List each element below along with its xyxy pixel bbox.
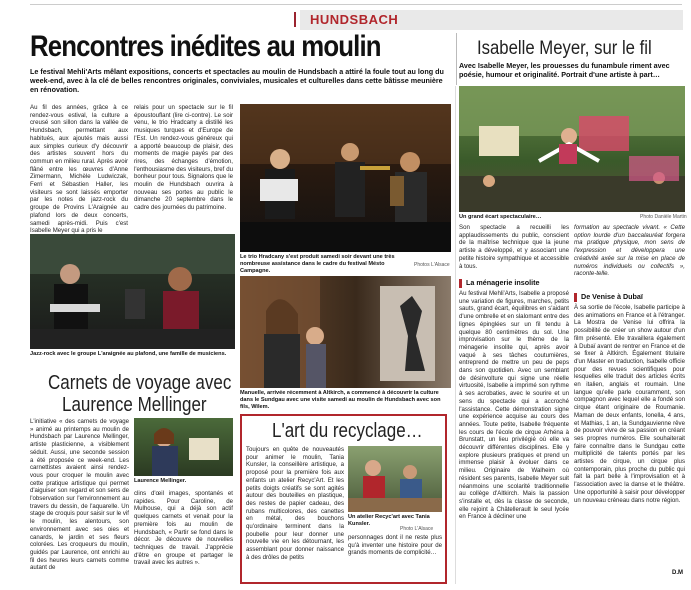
isabelle-col2b: À sa sortie de l'école, Isabelle participe à des animations en France et à l'étranger. La Mostra de Venise lui offrira la possibilité de créer un show autour d'un film présenté. Elle travaillera également à Dubaï avant de rentrer en France et de se fixer à Altkirch. Également titulaire d'un Master en traduction, Isabelle officie pour des revues scientifiques pour lesquelles elle traduit des articles écrits en italien, anglais et roumain. Une langue qu'elle parle couramment, son compagnon avec lequel elle a fondé son cirque étant originaire de Roumanie. Maman de deux enfants, Ionella, 4 ans, et Mathias, 1 an, la Sundgauvienne rêve de pouvoir vivre de sa passion en créant ses propres numéros. Elle souhaiterait faire connaître dans le Sundgau cette multiplicité de talents portés par les artistes de cirque, un cirque plus contemporain, plus proche du public qui fait la part belle à l'improvisation et à l'association avec la danse et le théâtre. Une opportunité à saisir pour développer un nouveau créneau dans notre région. (574, 304, 685, 504)
manuelle-caption: Manuelle, arrivée récemment à Altkirch, a commencé à découvrir la culture dans le Sundgau avec une visite samedi au moulin de Hundsbach avec son fils, Wilem. (240, 390, 441, 410)
laurence-caption: Laurence Mellinger. (134, 478, 187, 484)
headline: Rencontres inédites au moulin (30, 30, 381, 63)
carnets-col1: L'initiative « des carnets de voyage » animé au printemps au moulin de Hundsbach par Laurence Mellinger, artiste plasticienne, a visiblement séduit. Aussi, une seconde session a été proposée ce week-end. Les carnettistes avaient ainsi rendez-vous pour croquer le moulin avec cette pratique artistique qui permet d'aiguiser son regard et son sens de l'observation sur l'environnement au travers du dessin, de l'aquarelle. Un stage de croquis pour saisir sur le vif le moulin, les alentours, son environnement avec ses oies et canards, le jardin et ses fleurs colorées. Les croqueurs du moulin, guidés par Laurence, ont enrichi au fil des heures leurs carnets comme autant de (30, 418, 129, 572)
laurence-photo (134, 418, 233, 476)
recyclage-col1: Toujours en quête de nouveautés pour animer le moulin, Tania Kunsler, la conseillère artistique, a proposé pour la première fois aux enfants un atelier Recyc'Art. Et les petits doigts créatifs se sont agités autour des bouteilles en plastique, des restes de papier cadeau, des rubans multicolores, des canettes en métal, des bouchons qu'ordinaire terminent dans la poubelle pour leur donner une nouvelle vie en les détournant, les assemblant pour donner naissance à des drôles de petits (246, 446, 344, 561)
recyclage-caption: Un atelier Recyc'art avec Tania Kunsler. (348, 514, 430, 527)
recyclage-credit: Photo L'Alsace (400, 526, 434, 532)
trio-photo (240, 104, 451, 252)
section-marker (294, 12, 296, 27)
trio-credit: Photos L'Alsace (414, 262, 450, 268)
isabelle-col1a: Son spectacle a recueilli les applaudissements du public, conscient de la maîtrise technique que la jeune artiste a développé, et y associant une petite histoire sympathique et accessible à tous. (459, 224, 569, 270)
recyclage-col2: personnages dont il ne reste plus qu'à inventer une histoire pour de grands moments de complicité… (348, 534, 442, 557)
recyclage-title: L'art du recyclage… (272, 420, 423, 442)
isabelle-photo-caption: Un grand écart spectaculaire… (459, 214, 542, 220)
isabelle-sub2: De Venise à Dubaï (574, 292, 643, 302)
jazz-caption: Jazz-rock avec le groupe L'araignée au plafond, une famille de musiciens. (30, 351, 227, 357)
isabelle-photo-credit: Photo Danièle Martin (640, 214, 687, 220)
jazz-photo (30, 234, 235, 349)
main-col1: Au fil des années, grâce à ce rendez-vous estival, la culture a creusé son sillon dans la vallée de Hundsbach, permettant aux habitués, aux ajoutés mais aussi aux simples curieux d'y découvrir des artistes souvent hors du commun en milieu rural. Après avoir flâné entre les œuvres d'Anne Zimermann, Michèle Ludwiczak, Ferri et Sébastien Haller, les visiteurs se sont laissés emporter par les notes de jazz-rock du groupe de Provins L'Araignée au plafond lors de deux concerts, samedi après-midi. Puis c'est Isabelle Meyer qui a pris le (30, 104, 128, 235)
isabelle-title: Isabelle Meyer, sur le fil (477, 38, 652, 59)
isabelle-lead: Avec Isabelle Meyer, les prouesses du funambule riment avec poésie, humour et originalité. Portrait d'une artiste à part… (459, 61, 670, 79)
isabelle-col2a: formation au spectacle vivant. « Cette option lourde d'un baccalauréat forgera ma pratique physique, mon sens de l'expression et développera une créativité axée sur la mise en place de numéros individuels ou collectifs », raconte-telle. (574, 224, 685, 278)
carnets-title-l2: Laurence Mellinger (62, 394, 207, 416)
isabelle-photo (459, 86, 685, 212)
main-lead: Le festival Mehli'Arts mêlant expositions, concerts et spectacles au moulin de Hundsbach a attiré la foule tout au long du week-end, avec à la clé de belles rencontres originales, conviviales, musicales et culturelles dans cette bâtisse meunière en rénovation. (30, 67, 444, 94)
recyclage-photo (348, 446, 442, 512)
isabelle-sub1: La ménagerie insolite (459, 278, 540, 288)
section-label: HUNDSBACH (310, 12, 399, 27)
main-col2: relais pour un spectacle sur le fil époustouflant (lire ci-contre). Le soir venu, le trio Hradcany a distillé les musiques turques et d'Europe de l'Est. Un rendez-vous généreux qui a apporté beaucoup de plaisir, des moments de magie payés par des rires, des échanges d'émotion, l'enthousiasme des visiteurs, bref du bonheur pour tous. Signalons que le moulin de Hundsbach ouvrira à nouveau ses portes au public le dimanche 20 septembre dans le cadre des journées du patrimoine. (134, 104, 233, 212)
isabelle-col1b: Au festival Mehli'Arts, Isabelle a proposé une variation de figures, marches, petits sauts, grand écart, équilibres en s'aidant d'une ombrelle et en slalomant entre des lignes épinglées sur un fil tendu à quelque 80 centimètres du sol. Une improvisation sur le thème de la ménagerie insolite qui, après avoir vaqué à ses tâches coutumières, entreprend de mettre un peu de peps dans son quotidien. Avec un semblant de désinvolture qui signe une réelle virtuosité, Isabelle a imprimé son rythme à ses acrobaties, avec le sourire et un sens du spectacle qui a accroché l'assistance. Cette démonstration signe une expérience acquise au cours des années. Toute petite, Isabelle fréquente les cours de l'école de cirque Arhéna à Brunstatt, un lieu privilégié où elle va découvrir différentes disciplines. Elle y explore plusieurs pratiques et prend un immense plaisir à évoluer dans ce milieu. Originaire de Walheim où résident ses parents, Isabelle Meyer suit néanmoins une scolarité traditionnelle au collège d'Altkirch. Mais la passion s'installe et, dès la classe de seconde, elle rejoint à Châtellerault le seul lycée en France à décliner une (459, 290, 569, 521)
column-divider (455, 86, 456, 584)
top-rule (30, 4, 682, 5)
signature: D.M (672, 570, 683, 576)
carnets-title-l1: Carnets de voyage avec (48, 372, 232, 394)
carnets-col2: clins d'œil images, spontanés et rapides. Pour Caroline, de Mulhouse, qui a déjà son actif quelques carnets et venait pour la première fois au moulin de Hundsbach, « Partir se fond dans le décor. Je découvre de nouvelles techniques de travail. J'apprécie d'être en groupe et partager le travail avec les autres ». (134, 490, 233, 567)
manuelle-photo (240, 276, 451, 388)
trio-caption: Le trio Hradcany s'est produit samedi soir devant une très nombreuse assistance dans le cadre du festival Mésto Campagne. (240, 254, 395, 274)
column-rule (456, 33, 457, 85)
